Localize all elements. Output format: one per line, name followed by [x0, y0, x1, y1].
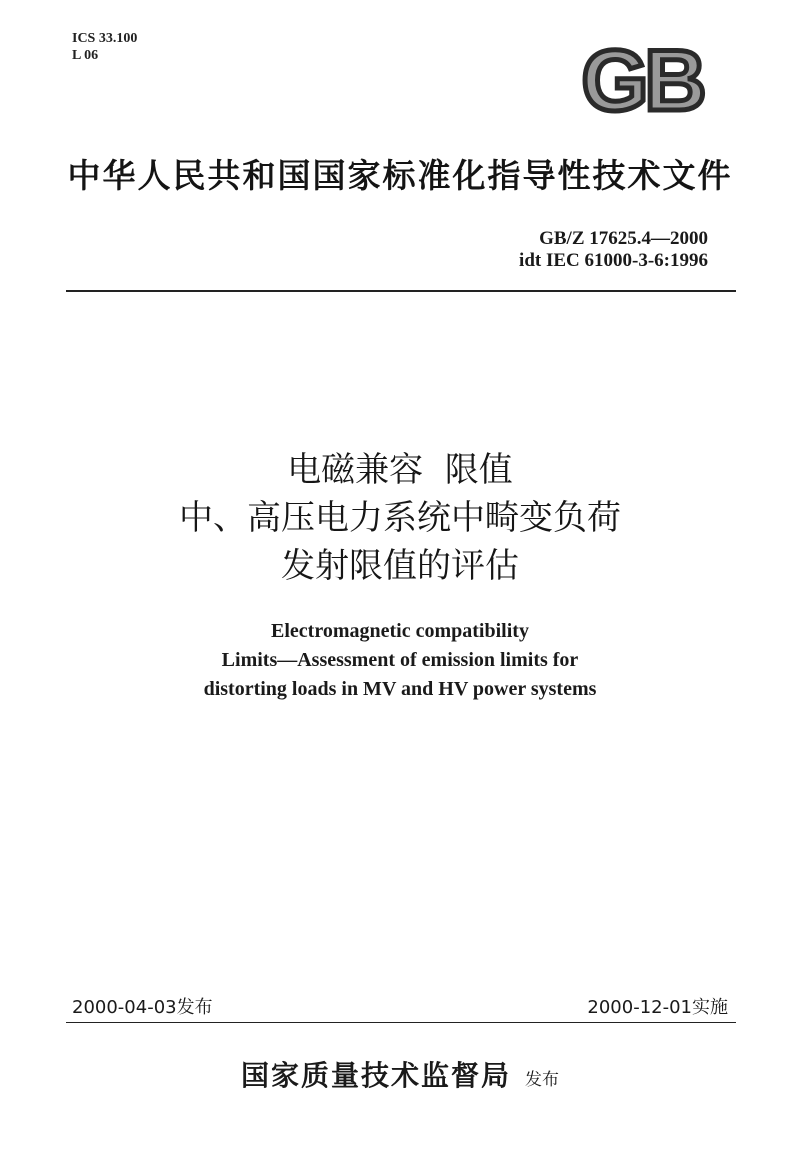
standard-idt: idt IEC 61000-3-6:1996 — [519, 250, 708, 271]
ics-code: ICS 33.100 — [72, 31, 138, 46]
chinese-title-line-2: 中、高压电力系统中畸变负荷 — [179, 498, 621, 538]
english-title-line-3: distorting loads in MV and HV power systems — [203, 678, 597, 700]
english-title-line-1: Electromagnetic compatibility — [271, 620, 529, 642]
top-divider — [66, 290, 736, 292]
chinese-title-line-1: 电磁兼容 限值 — [287, 450, 513, 490]
gb-logo — [553, 42, 731, 120]
english-title — [0, 617, 800, 704]
gb-logo-text: GB — [581, 42, 703, 120]
implementation-date: 2000-12-01实施 — [587, 997, 728, 1018]
ccs-code: L 06 — [72, 48, 99, 63]
series-title: 中华人民共和国国家标准化指导性技术文件 — [67, 156, 733, 195]
issuer — [0, 1054, 800, 1094]
bottom-divider — [66, 1022, 736, 1023]
chinese-title-line-3: 发射限值的评估 — [281, 546, 519, 586]
issuer-suffix: 发布 — [525, 1070, 559, 1090]
chinese-title — [0, 446, 800, 590]
classification-codes — [72, 30, 137, 64]
standard-number — [519, 228, 708, 272]
issue-date: 2000-04-03发布 — [72, 997, 213, 1018]
english-title-line-2: Limits—Assessment of emission limits for — [221, 649, 579, 671]
issuer-name: 国家质量技术监督局 — [240, 1059, 511, 1092]
standard-code: GB/Z 17625.4—2000 — [539, 228, 708, 249]
